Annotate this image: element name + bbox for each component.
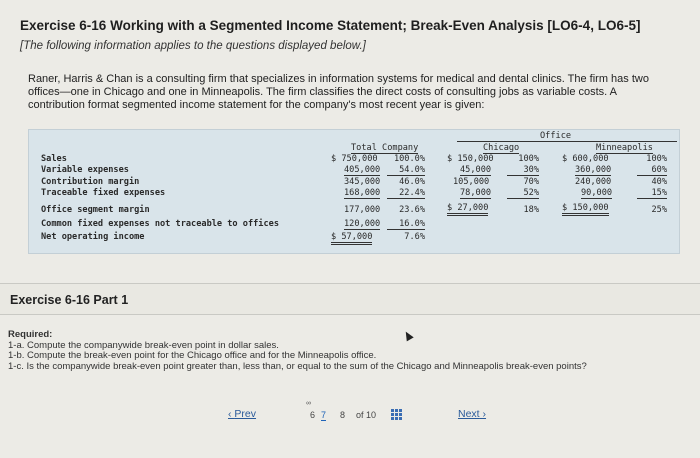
total-net-operating-income-pct: 7.6% — [404, 232, 425, 242]
minneapolis-variable-expenses-pct: 60% — [637, 165, 667, 176]
chicago-traceable-fixed-expenses-pct: 52% — [507, 188, 539, 199]
total-common-fixed-expenses-pct: 16.0% — [387, 219, 425, 230]
row-label-office-segment-margin: Office segment margin — [41, 205, 150, 215]
total-variable-expenses: 405,000 — [344, 165, 381, 175]
chicago-sales: $ 150,000 — [447, 154, 494, 164]
applies-note: [The following information applies to the questions displayed below.] — [20, 40, 366, 52]
chevron-right-icon: › — [482, 408, 487, 420]
page-8[interactable]: 8 — [340, 410, 346, 420]
required-item-1b: 1-b. Compute the break-even point for the Chicago office and for the Minneapolis office. — [8, 350, 377, 361]
col-header-minneapolis: Minneapolis — [596, 143, 653, 153]
chicago-variable-expenses: 45,000 — [460, 165, 492, 175]
link-icon: ∞ — [306, 400, 311, 407]
chicago-variable-expenses-pct: 30% — [507, 165, 539, 176]
prev-label: Prev — [234, 408, 257, 420]
required-item-1c: 1-c. Is the companywide break-even point greater than, less than, or equal to the sum of the Chicago and Minneapolis break-even points? — [8, 360, 587, 372]
minneapolis-office-segment-margin: $ 150,000 — [562, 203, 609, 216]
exercise-title: Exercise 6-16 Working with a Segmented Income Statement; Break-Even Analysis [LO6-4, LO6-5] — [20, 18, 641, 33]
segmented-income-statement — [28, 129, 680, 254]
office-header-rule — [457, 141, 677, 142]
col-header-total: Total Company — [351, 143, 419, 153]
row-label-contribution-margin: Contribution margin — [41, 177, 140, 187]
minneapolis-variable-expenses: 360,000 — [575, 165, 612, 175]
required-item-1a: 1-a. Compute the companywide break-even point in dollar sales. — [8, 339, 279, 351]
total-sales: $ 750,000 — [331, 154, 378, 164]
part-title: Exercise 6-16 Part 1 — [10, 293, 129, 307]
total-variable-expenses-pct: 54.0% — [387, 165, 425, 176]
page-6[interactable]: 6 — [310, 410, 316, 420]
total-office-segment-margin-pct: 23.6% — [399, 205, 425, 215]
minneapolis-contribution-margin-pct: 40% — [651, 177, 667, 187]
minneapolis-traceable-fixed-expenses: 90,000 — [581, 188, 613, 198]
total-contribution-margin: 345,000 — [344, 177, 381, 187]
page-count-label: of 10 — [356, 410, 377, 420]
chicago-sales-pct: 100% — [518, 154, 539, 164]
chicago-traceable-fixed-expenses: 78,000 — [460, 188, 492, 198]
required-section — [8, 330, 688, 372]
minneapolis-contribution-margin: 240,000 — [575, 177, 612, 187]
intro-paragraph: Raner, Harris & Chan is a consulting firm that specializes in information systems for medical and dental clinics. The firm has two offices—one in Chicago and one in Minneapolis. The firm classifies the direct costs of consulting jobs as variable costs. A contribution format segmented income statement for the company's most recent year is given: — [28, 73, 649, 111]
total-net-operating-income: $ 57,000 — [331, 232, 372, 245]
part-header-bar — [0, 283, 700, 315]
col-header-chicago: Chicago — [483, 143, 520, 153]
next-label: Next — [458, 408, 480, 420]
total-contribution-margin-pct: 46.0% — [399, 177, 425, 187]
chicago-contribution-margin: 105,000 — [453, 177, 490, 187]
grid-icon[interactable] — [391, 409, 402, 420]
next-button[interactable] — [458, 408, 486, 420]
question-navigation — [228, 400, 508, 426]
required-label: Required: — [8, 329, 53, 340]
chevron-left-icon: ‹ — [228, 408, 232, 420]
chicago-contribution-margin-pct: 70% — [523, 177, 539, 187]
row-label-sales: Sales — [41, 154, 67, 164]
office-header: Office — [540, 131, 572, 141]
total-office-segment-margin: 177,000 — [344, 205, 381, 215]
prev-button[interactable] — [228, 408, 256, 420]
row-label-traceable-fixed-expenses: Traceable fixed expenses — [41, 188, 166, 198]
total-traceable-fixed-expenses-pct: 22.4% — [387, 188, 425, 199]
chicago-office-segment-margin-pct: 18% — [523, 205, 539, 215]
row-label-net-operating-income: Net operating income — [41, 232, 145, 242]
minneapolis-office-segment-margin-pct: 25% — [651, 205, 667, 215]
row-label-variable-expenses: Variable expenses — [41, 165, 129, 175]
row-label-common-fixed-expenses: Common fixed expenses not traceable to offices — [41, 219, 279, 229]
chicago-office-segment-margin: $ 27,000 — [447, 203, 488, 216]
total-common-fixed-expenses: 120,000 — [344, 219, 381, 229]
minneapolis-traceable-fixed-expenses-pct: 15% — [637, 188, 667, 199]
minneapolis-sales: $ 600,000 — [562, 154, 609, 164]
total-traceable-fixed-expenses: 168,000 — [344, 188, 381, 198]
page-7[interactable]: 7 — [321, 410, 327, 420]
minneapolis-sales-pct: 100% — [646, 154, 667, 164]
total-sales-pct: 100.0% — [393, 154, 425, 164]
